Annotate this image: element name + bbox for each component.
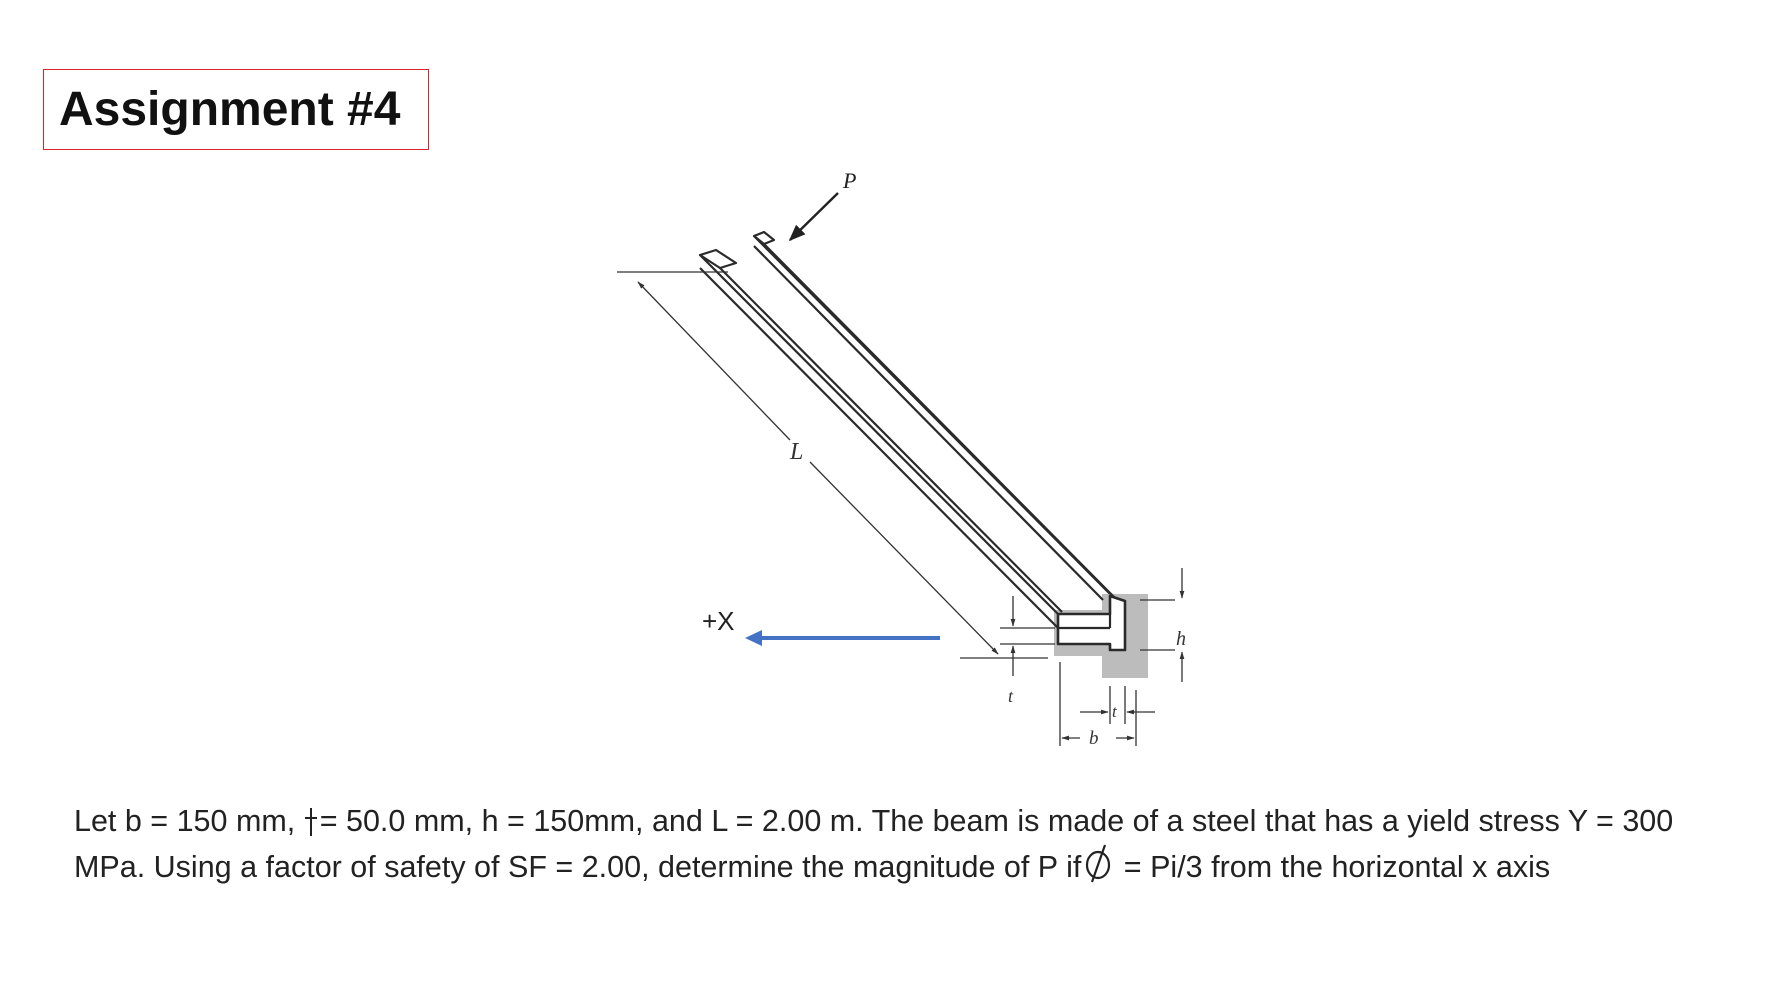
thickness-label-left: t — [1008, 686, 1014, 706]
problem-line-1-part-a: Let b = 150 mm, — [74, 804, 304, 838]
problem-statement — [74, 798, 1754, 889]
length-label: L — [790, 439, 804, 465]
thickness-dimension-left — [1000, 596, 1055, 676]
beam-near-end-section — [1058, 596, 1125, 650]
problem-line-2-part-a: MPa. Using a factor of safety of SF = 2.00, determine the magnitude of P if — [74, 850, 1082, 884]
width-label: b — [1089, 728, 1099, 749]
axis-label: +X — [702, 606, 735, 636]
thickness-dimension-bottom — [1080, 686, 1155, 724]
problem-line-1 — [74, 798, 1754, 843]
load-label: P — [843, 168, 857, 193]
height-label: h — [1176, 628, 1186, 650]
thickness-label-bottom: t — [1112, 702, 1117, 721]
page-title: Assignment #4 — [59, 83, 401, 136]
problem-line-2 — [74, 843, 1754, 889]
thickness-symbol — [304, 798, 318, 842]
problem-line-2-part-b: = Pi/3 from the horizontal x axis — [1115, 850, 1551, 884]
t-beam — [700, 232, 1125, 650]
x-axis-arrow — [745, 630, 940, 646]
problem-line-1-part-b: = 50.0 mm, h = 150mm, and L = 2.00 m. The beam is made of a steel that has a yield stress Y = 300 — [319, 804, 1674, 838]
phi-symbol — [1083, 843, 1113, 889]
load-arrow — [790, 168, 856, 240]
